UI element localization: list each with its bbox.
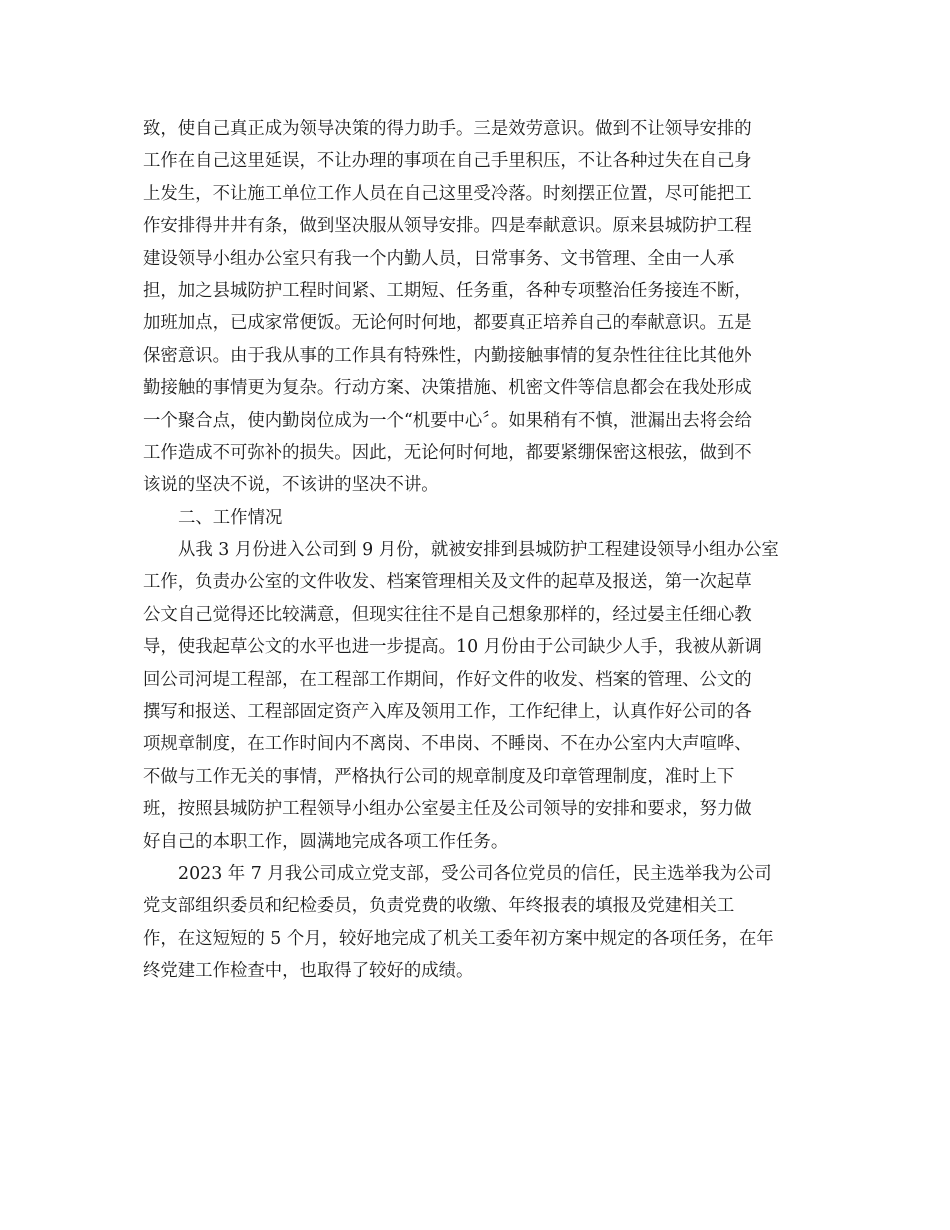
text-line: 作安排得井井有条，做到坚决服从领导安排。四是奉献意识。原来县城防护工程 [143, 216, 752, 237]
text-line: 从我 3 月份进入公司到 9 月份，就被安排到县城防护工程建设领导小组办公室 [178, 540, 779, 561]
text-line: 公文自己觉得还比较满意，但现实往往不是自己想象那样的，经过晏主任细心教 [143, 604, 752, 625]
section-heading [143, 502, 823, 534]
text-line: 班，按照县城防护工程领导小组办公室晏主任及公司领导的安排和要求，努力做 [143, 799, 752, 820]
text-line: 回公司河堤工程部，在工程部工作期间，作好文件的收发、档案的管理、公文的 [143, 669, 752, 690]
paragraph-1 [143, 113, 823, 502]
paragraph-3 [143, 858, 823, 988]
section-heading-text: 二、工作情况 [178, 507, 283, 528]
text-line: 该说的坚决不说，不该讲的坚决不讲。 [143, 475, 439, 496]
text-line: 加班加点，已成家常便饭。无论何时何地，都要真正培养自己的奉献意识。五是 [143, 313, 752, 334]
text-line: 撰写和报送、工程部固定资产入库及领用工作，工作纪律上，认真作好公司的各 [143, 702, 752, 723]
text-line: 2023 年 7 月我公司成立党支部，受公司各位党员的信任，民主选举我为公司 [178, 863, 772, 884]
text-line: 担，加之县城防护工程时间紧、工期短、任务重，各种专项整治任务接连不断， [143, 280, 752, 301]
text-line: 好自己的本职工作，圆满地完成各项工作任务。 [143, 831, 509, 852]
text-line: 致，使自己真正成为领导决策的得力助手。三是效劳意识。做到不让领导安排的 [143, 119, 752, 139]
text-line: 党支部组织委员和纪检委员，负责党费的收缴、年终报表的填报及党建相关工 [143, 896, 735, 917]
text-line: 勤接触的事情更为复杂。行动方案、决策措施、机密文件等信息都会在我处形成 [143, 378, 752, 399]
text-line: 建设领导小组办公室只有我一个内勤人员，日常事务、文书管理、全由一人承 [143, 248, 735, 269]
text-line: 工作在自己这里延误，不让办理的事项在自己手里积压，不让各种过失在自己身 [143, 151, 752, 172]
text-line: 工作，负责办公室的文件收发、档案管理相关及文件的起草及报送，第一次起草 [143, 572, 752, 593]
text-line: 终党建工作检查中，也取得了较好的成绩。 [143, 961, 474, 982]
text-line: 作，在这短短的 5 个月，较好地完成了机关工委年初方案中规定的各项任务，在年 [143, 928, 774, 949]
text-line: 保密意识。由于我从事的工作具有特殊性，内勤接触事情的复杂性往往比其他外 [143, 345, 752, 366]
text-line: 不做与工作无关的事情，严格执行公司的规章制度及印章管理制度，准时上下 [143, 766, 735, 787]
text-line: 项规章制度，在工作时间内不离岗、不串岗、不睡岗、不在办公室内大声喧哗、 [143, 734, 752, 755]
text-line: 导，使我起草公文的水平也进一步提高。10 月份由于公司缺少人手，我被从新调 [143, 637, 762, 658]
text-line: 上发生，不让施工单位工作人员在自己这里受冷落。时刻摆正位置，尽可能把工 [143, 183, 752, 204]
document-body [143, 113, 823, 988]
text-line: 工作造成不可弥补的损失。因此，无论何时何地，都要紧绷保密这根弦，做到不 [143, 442, 752, 463]
paragraph-2 [143, 534, 823, 858]
text-line: 一个聚合点，使内勤岗位成为一个“机要中心〞。如果稍有不慎，泄漏出去将会给 [143, 410, 752, 431]
